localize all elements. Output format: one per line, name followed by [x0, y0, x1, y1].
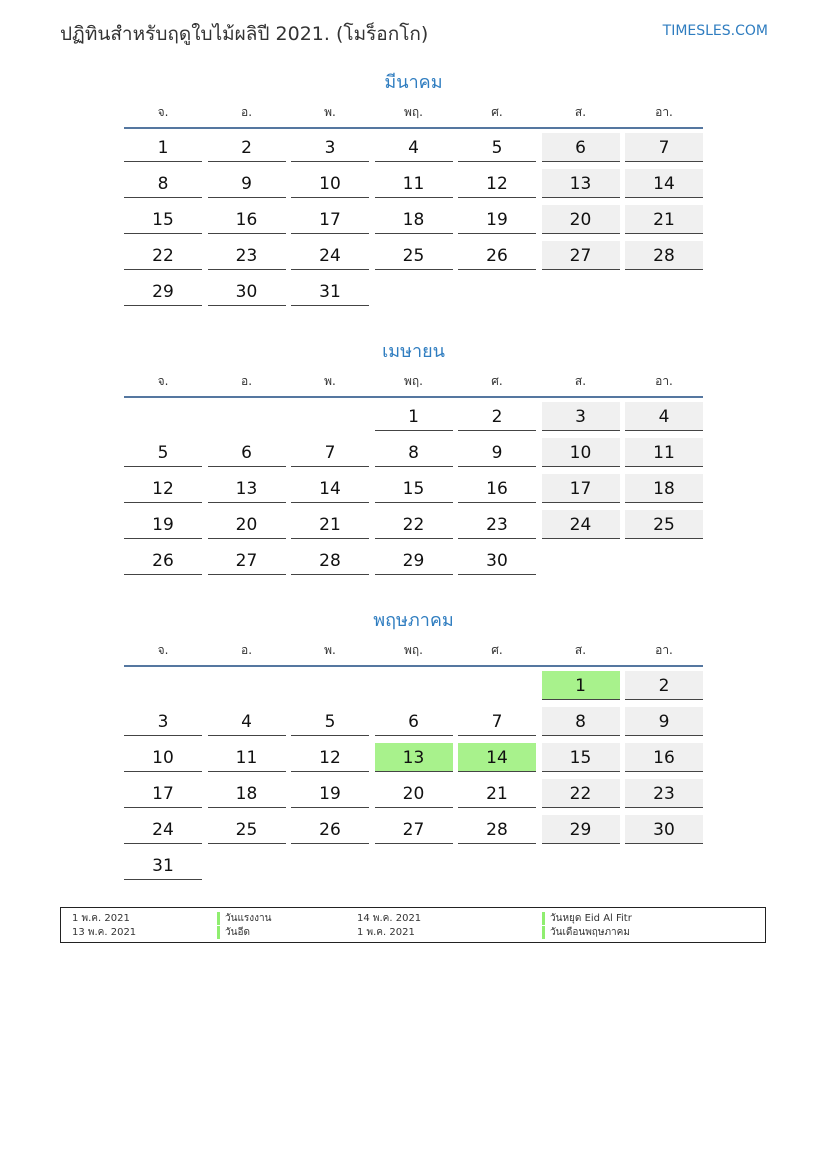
day-cell[interactable]: 12	[291, 743, 369, 772]
day-cell[interactable]: 27	[208, 546, 286, 575]
month-title: มีนาคม	[384, 72, 443, 93]
day-cell[interactable]: 5	[458, 133, 536, 162]
day-cell[interactable]: 28	[625, 241, 703, 270]
legend-holiday-name: วันแรงงาน	[217, 912, 271, 925]
day-cell[interactable]: 10	[291, 169, 369, 198]
day-cell[interactable]: 18	[625, 474, 703, 503]
weekday-label: จ.	[157, 374, 169, 388]
day-cell-empty	[291, 671, 369, 700]
day-cell[interactable]: 17	[291, 205, 369, 234]
weekday-label: จ.	[157, 105, 169, 119]
day-cell[interactable]: 7	[625, 133, 703, 162]
day-cell[interactable]: 26	[458, 241, 536, 270]
weekday-header	[124, 636, 703, 667]
day-cell[interactable]: 3	[291, 133, 369, 162]
weekday-label: อ.	[240, 105, 253, 119]
month-march	[124, 68, 703, 306]
weekday-label: อา.	[655, 374, 673, 388]
day-cell[interactable]: 8	[124, 169, 202, 198]
day-cell[interactable]: 10	[124, 743, 202, 772]
day-cell[interactable]: 18	[208, 779, 286, 808]
day-grid	[124, 129, 703, 306]
day-cell-empty	[124, 402, 202, 431]
day-cell[interactable]: 30	[458, 546, 536, 575]
day-cell-empty	[208, 671, 286, 700]
day-cell[interactable]: 19	[124, 510, 202, 539]
day-cell-empty	[458, 671, 536, 700]
legend-holiday-name: วันหยุด Eid Al Fitr	[542, 912, 632, 925]
day-cell[interactable]: 17	[124, 779, 202, 808]
day-cell[interactable]: 2	[625, 671, 703, 700]
weekday-label: พฤ.	[404, 374, 423, 388]
weekday-label: ศ.	[491, 374, 503, 388]
day-cell[interactable]: 15	[375, 474, 453, 503]
day-cell[interactable]: 25	[208, 815, 286, 844]
day-grid	[124, 667, 703, 880]
day-cell[interactable]: 13	[208, 474, 286, 503]
day-cell[interactable]: 11	[375, 169, 453, 198]
day-cell[interactable]: 16	[625, 743, 703, 772]
day-cell[interactable]: 11	[625, 438, 703, 467]
day-cell[interactable]: 6	[375, 707, 453, 736]
day-cell[interactable]: 14	[291, 474, 369, 503]
weekday-label: อ.	[240, 374, 253, 388]
day-cell-empty	[375, 671, 453, 700]
weekday-label: ส.	[574, 105, 587, 119]
weekday-label: พฤ.	[404, 105, 423, 119]
day-cell[interactable]: 3	[124, 707, 202, 736]
day-cell[interactable]: 16	[458, 474, 536, 503]
day-cell[interactable]: 23	[208, 241, 286, 270]
day-cell[interactable]: 7	[458, 707, 536, 736]
day-cell[interactable]: 31	[124, 851, 202, 880]
day-cell[interactable]: 5	[124, 438, 202, 467]
legend-date: 13 พ.ค. 2021	[72, 927, 137, 938]
day-cell[interactable]: 29	[375, 546, 453, 575]
day-grid	[124, 398, 703, 575]
month-may	[124, 606, 703, 880]
weekday-label: ศ.	[491, 105, 503, 119]
day-cell[interactable]: 21	[625, 205, 703, 234]
weekday-label: พฤ.	[404, 643, 423, 657]
day-cell[interactable]: 17	[542, 474, 620, 503]
day-cell[interactable]: 23	[625, 779, 703, 808]
day-cell[interactable]: 2	[458, 402, 536, 431]
day-cell[interactable]: 25	[625, 510, 703, 539]
day-cell[interactable]: 28	[291, 546, 369, 575]
day-cell[interactable]: 27	[375, 815, 453, 844]
day-cell[interactable]: 21	[458, 779, 536, 808]
day-cell[interactable]: 28	[458, 815, 536, 844]
weekday-label: อ.	[240, 643, 253, 657]
day-cell[interactable]: 12	[458, 169, 536, 198]
legend-date: 1 พ.ค. 2021	[357, 927, 415, 938]
day-cell[interactable]: 16	[208, 205, 286, 234]
day-cell[interactable]: 14	[625, 169, 703, 198]
day-cell[interactable]: 29	[542, 815, 620, 844]
day-cell[interactable]: 26	[124, 546, 202, 575]
day-cell[interactable]: 1	[124, 133, 202, 162]
weekday-label: จ.	[157, 643, 169, 657]
day-cell[interactable]: 20	[208, 510, 286, 539]
weekday-label: พ.	[324, 374, 336, 388]
day-cell[interactable]: 26	[291, 815, 369, 844]
day-cell[interactable]: 24	[124, 815, 202, 844]
day-cell-holiday[interactable]: 14	[458, 743, 536, 772]
month-april	[124, 337, 703, 575]
weekday-label: ส.	[574, 374, 587, 388]
day-cell[interactable]: 27	[542, 241, 620, 270]
day-cell[interactable]: 11	[208, 743, 286, 772]
holiday-legend	[60, 907, 766, 943]
day-cell[interactable]: 19	[458, 205, 536, 234]
day-cell[interactable]: 22	[542, 779, 620, 808]
legend-holiday-name: วันเดือนพฤษภาคม	[542, 926, 630, 939]
page-title: ปฏิทินสำหรับฤดูใบไม้ผลิปี 2021. (โมร็อกโก)	[60, 23, 429, 45]
day-cell[interactable]: 24	[291, 241, 369, 270]
weekday-header	[124, 367, 703, 398]
weekday-label: พ.	[324, 105, 336, 119]
day-cell[interactable]: 30	[208, 277, 286, 306]
weekday-label: ส.	[574, 643, 587, 657]
weekday-label: อา.	[655, 105, 673, 119]
day-cell[interactable]: 4	[625, 402, 703, 431]
day-cell[interactable]: 21	[291, 510, 369, 539]
day-cell[interactable]: 22	[124, 241, 202, 270]
month-title: เมษายน	[382, 341, 445, 362]
day-cell[interactable]: 6	[208, 438, 286, 467]
day-cell[interactable]: 23	[458, 510, 536, 539]
day-cell[interactable]: 30	[625, 815, 703, 844]
day-cell-empty	[291, 402, 369, 431]
legend-date: 14 พ.ค. 2021	[357, 913, 422, 924]
weekday-label: อา.	[655, 643, 673, 657]
day-cell[interactable]: 12	[124, 474, 202, 503]
brand-link[interactable]: TIMESLES.COM	[662, 23, 768, 39]
day-cell[interactable]: 24	[542, 510, 620, 539]
day-cell[interactable]: 3	[542, 402, 620, 431]
day-cell[interactable]: 15	[542, 743, 620, 772]
day-cell[interactable]: 9	[208, 169, 286, 198]
day-cell-holiday[interactable]: 1	[542, 671, 620, 700]
day-cell[interactable]: 25	[375, 241, 453, 270]
day-cell-holiday[interactable]: 13	[375, 743, 453, 772]
day-cell[interactable]: 20	[542, 205, 620, 234]
day-cell-empty	[208, 402, 286, 431]
day-cell[interactable]: 4	[375, 133, 453, 162]
day-cell[interactable]: 6	[542, 133, 620, 162]
day-cell[interactable]: 4	[208, 707, 286, 736]
day-cell[interactable]: 18	[375, 205, 453, 234]
day-cell[interactable]: 8	[375, 438, 453, 467]
weekday-label: พ.	[324, 643, 336, 657]
day-cell[interactable]: 15	[124, 205, 202, 234]
day-cell[interactable]: 2	[208, 133, 286, 162]
legend-date: 1 พ.ค. 2021	[72, 913, 130, 924]
day-cell[interactable]: 1	[375, 402, 453, 431]
weekday-label: ศ.	[491, 643, 503, 657]
legend-holiday-name: วันอีด	[217, 926, 250, 939]
day-cell[interactable]: 7	[291, 438, 369, 467]
day-cell[interactable]: 8	[542, 707, 620, 736]
day-cell[interactable]: 9	[625, 707, 703, 736]
day-cell[interactable]: 29	[124, 277, 202, 306]
day-cell[interactable]: 9	[458, 438, 536, 467]
day-cell[interactable]: 31	[291, 277, 369, 306]
day-cell[interactable]: 10	[542, 438, 620, 467]
day-cell-empty	[124, 671, 202, 700]
day-cell[interactable]: 19	[291, 779, 369, 808]
weekday-header	[124, 98, 703, 129]
day-cell[interactable]: 22	[375, 510, 453, 539]
day-cell[interactable]: 5	[291, 707, 369, 736]
day-cell[interactable]: 13	[542, 169, 620, 198]
day-cell[interactable]: 20	[375, 779, 453, 808]
month-title: พฤษภาคม	[373, 610, 454, 631]
